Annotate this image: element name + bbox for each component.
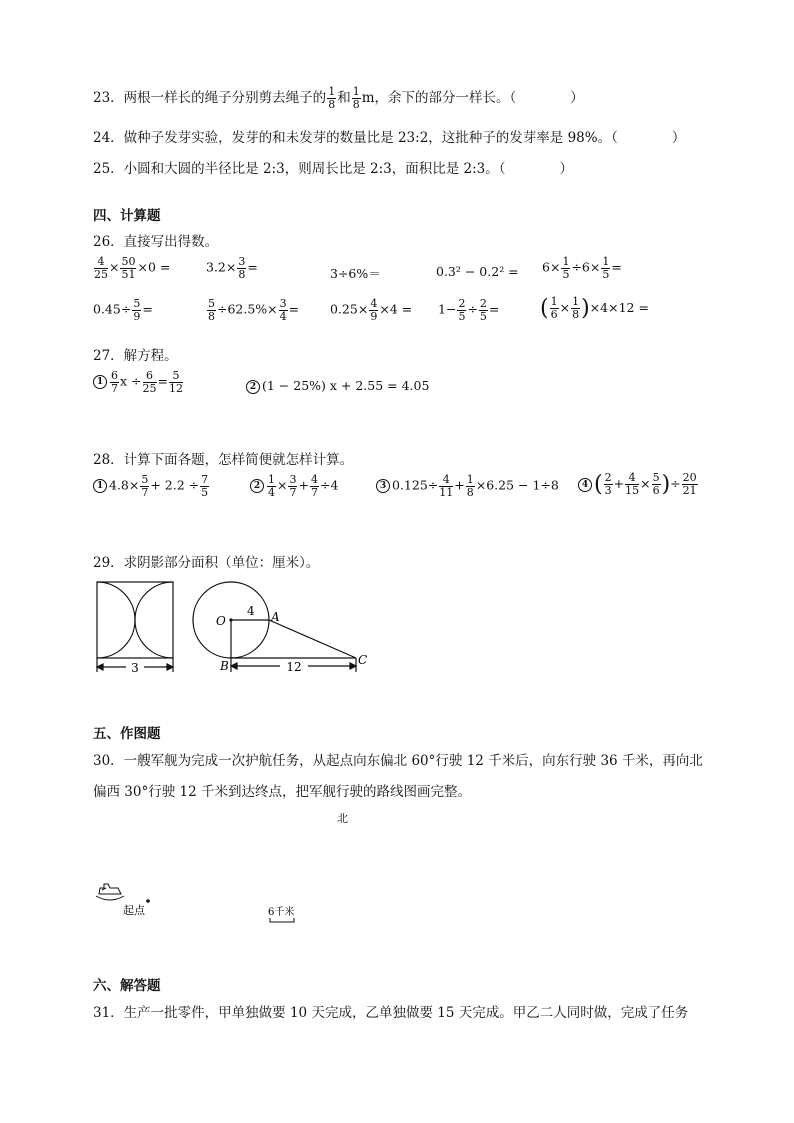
q28-expr-2: 2 $\frac{1}{4}$ × $\frac{3}{7}$ + $\frac{4}{7}$ ÷4 xyxy=(250,474,338,498)
question-26: 26．直接写出得数。 xyxy=(93,234,219,250)
start-label: 起点 xyxy=(123,904,145,917)
question-30-line-1: 30．一艘军舰为完成一次护航任务，从起点向东偏北 60°行驶 12 千米后，向东行驶 36 千米，再向北 xyxy=(93,753,703,769)
label-C: C xyxy=(358,653,368,667)
start-point xyxy=(146,899,150,903)
q26-item-c: 3÷6%＝ xyxy=(330,266,381,281)
q26-item-j: ( $\frac{1}{6}$ × $\frac{1}{8}$ )×4×12 = xyxy=(540,295,649,321)
north-label: 北 xyxy=(337,812,348,825)
section-5-heading: 五、作图题 xyxy=(93,726,161,742)
q27-equation-1: 1 $\frac{6}{7}$ x ÷ $\frac{6}{25}$ = $\frac{5}{12}$ xyxy=(93,370,184,394)
question-30-line-2: 偏西 30°行驶 12 千米到达终点，把军舰行驶的路线图画完整。 xyxy=(93,784,471,800)
fraction: $\frac{1}{8}$ xyxy=(352,85,360,111)
question-29: 29．求阴影部分面积（单位：厘米）。 xyxy=(93,555,320,571)
q28-expr-1: 1 4.8× $\frac{5}{7}$ + 2.2 ÷ $\frac{7}{5}$ xyxy=(93,474,210,498)
q26-item-d: 0.3² − 0.2² = xyxy=(436,264,519,279)
ship-icon xyxy=(96,884,124,900)
q27-equation-2: 2 (1 − 25%) x + 2.55 = 4.05 xyxy=(246,378,429,394)
q23-text-c: m，余下的部分一样长。（ ） xyxy=(361,90,584,106)
q26-item-h: 0.25× $\frac{4}{9}$ ×4 = xyxy=(330,297,413,323)
q30-diagram xyxy=(90,806,320,924)
q28-expr-4: 4 ( $\frac{2}{3}$ + $\frac{4}{15}$ × $\frac{5}{6}$ )÷ $\frac{20}{21}$ xyxy=(578,472,699,497)
q23-text-b: 和 xyxy=(337,90,351,106)
question-27: 27．解方程。 xyxy=(93,348,178,364)
label-12: 12 xyxy=(286,660,302,674)
q23-text-a: 23．两根一样长的绳子分别剪去绳子的 xyxy=(93,90,327,106)
figure-square-semicircles xyxy=(97,582,173,672)
q29-figures xyxy=(90,576,380,680)
label-3: 3 xyxy=(131,661,139,675)
question-31: 31．生产一批零件，甲单独做要 10 天完成，乙单独做要 15 天完成。甲乙二人同时做，完成了任务 xyxy=(93,1005,689,1021)
center-point xyxy=(229,618,232,621)
scale-label: 6千米 xyxy=(268,907,295,918)
section-6-heading: 六、解答题 xyxy=(93,978,161,994)
label-4: 4 xyxy=(247,604,255,618)
section-4-heading: 四、计算题 xyxy=(93,208,161,224)
label-A: A xyxy=(271,610,280,624)
label-B: B xyxy=(220,659,229,673)
question-24: 24．做种子发芽实验，发芽的和未发芽的数量比是 23:2，这批种子的发芽率是 98%。（ ） xyxy=(93,130,686,146)
q26-item-f: 0.45÷ $\frac{5}{9}$ = xyxy=(93,297,153,323)
scale-bar xyxy=(270,918,294,922)
fraction: $\frac{1}{8}$ xyxy=(328,85,336,111)
question-28: 28．计算下面各题，怎样简便就怎样计算。 xyxy=(93,452,354,468)
question-23 xyxy=(93,86,584,111)
q28-expr-3: 3 0.125÷ $\frac{4}{11}$ + $\frac{1}{8}$ ×6.25 − 1÷8 xyxy=(376,474,559,498)
q26-item-e: 6× $\frac{1}{5}$ ÷6× $\frac{1}{5}$ = xyxy=(542,255,622,281)
q26-item-a: $\frac{4}{25}$ × $\frac{50}{51}$ ×0 = xyxy=(94,255,171,281)
q26-item-i: 1− $\frac{2}{5}$ ÷ $\frac{2}{5}$ = xyxy=(438,297,500,323)
q26-item-g: $\frac{5}{8}$ ÷62.5%× $\frac{3}{4}$ = xyxy=(208,297,300,323)
question-25: 25．小圆和大圆的半径比是 2:3，则周长比是 2:3，面积比是 2:3。（ ） xyxy=(93,161,573,177)
q26-item-b: 3.2× $\frac{3}{8}$ = xyxy=(206,255,258,281)
label-O: O xyxy=(216,614,226,628)
